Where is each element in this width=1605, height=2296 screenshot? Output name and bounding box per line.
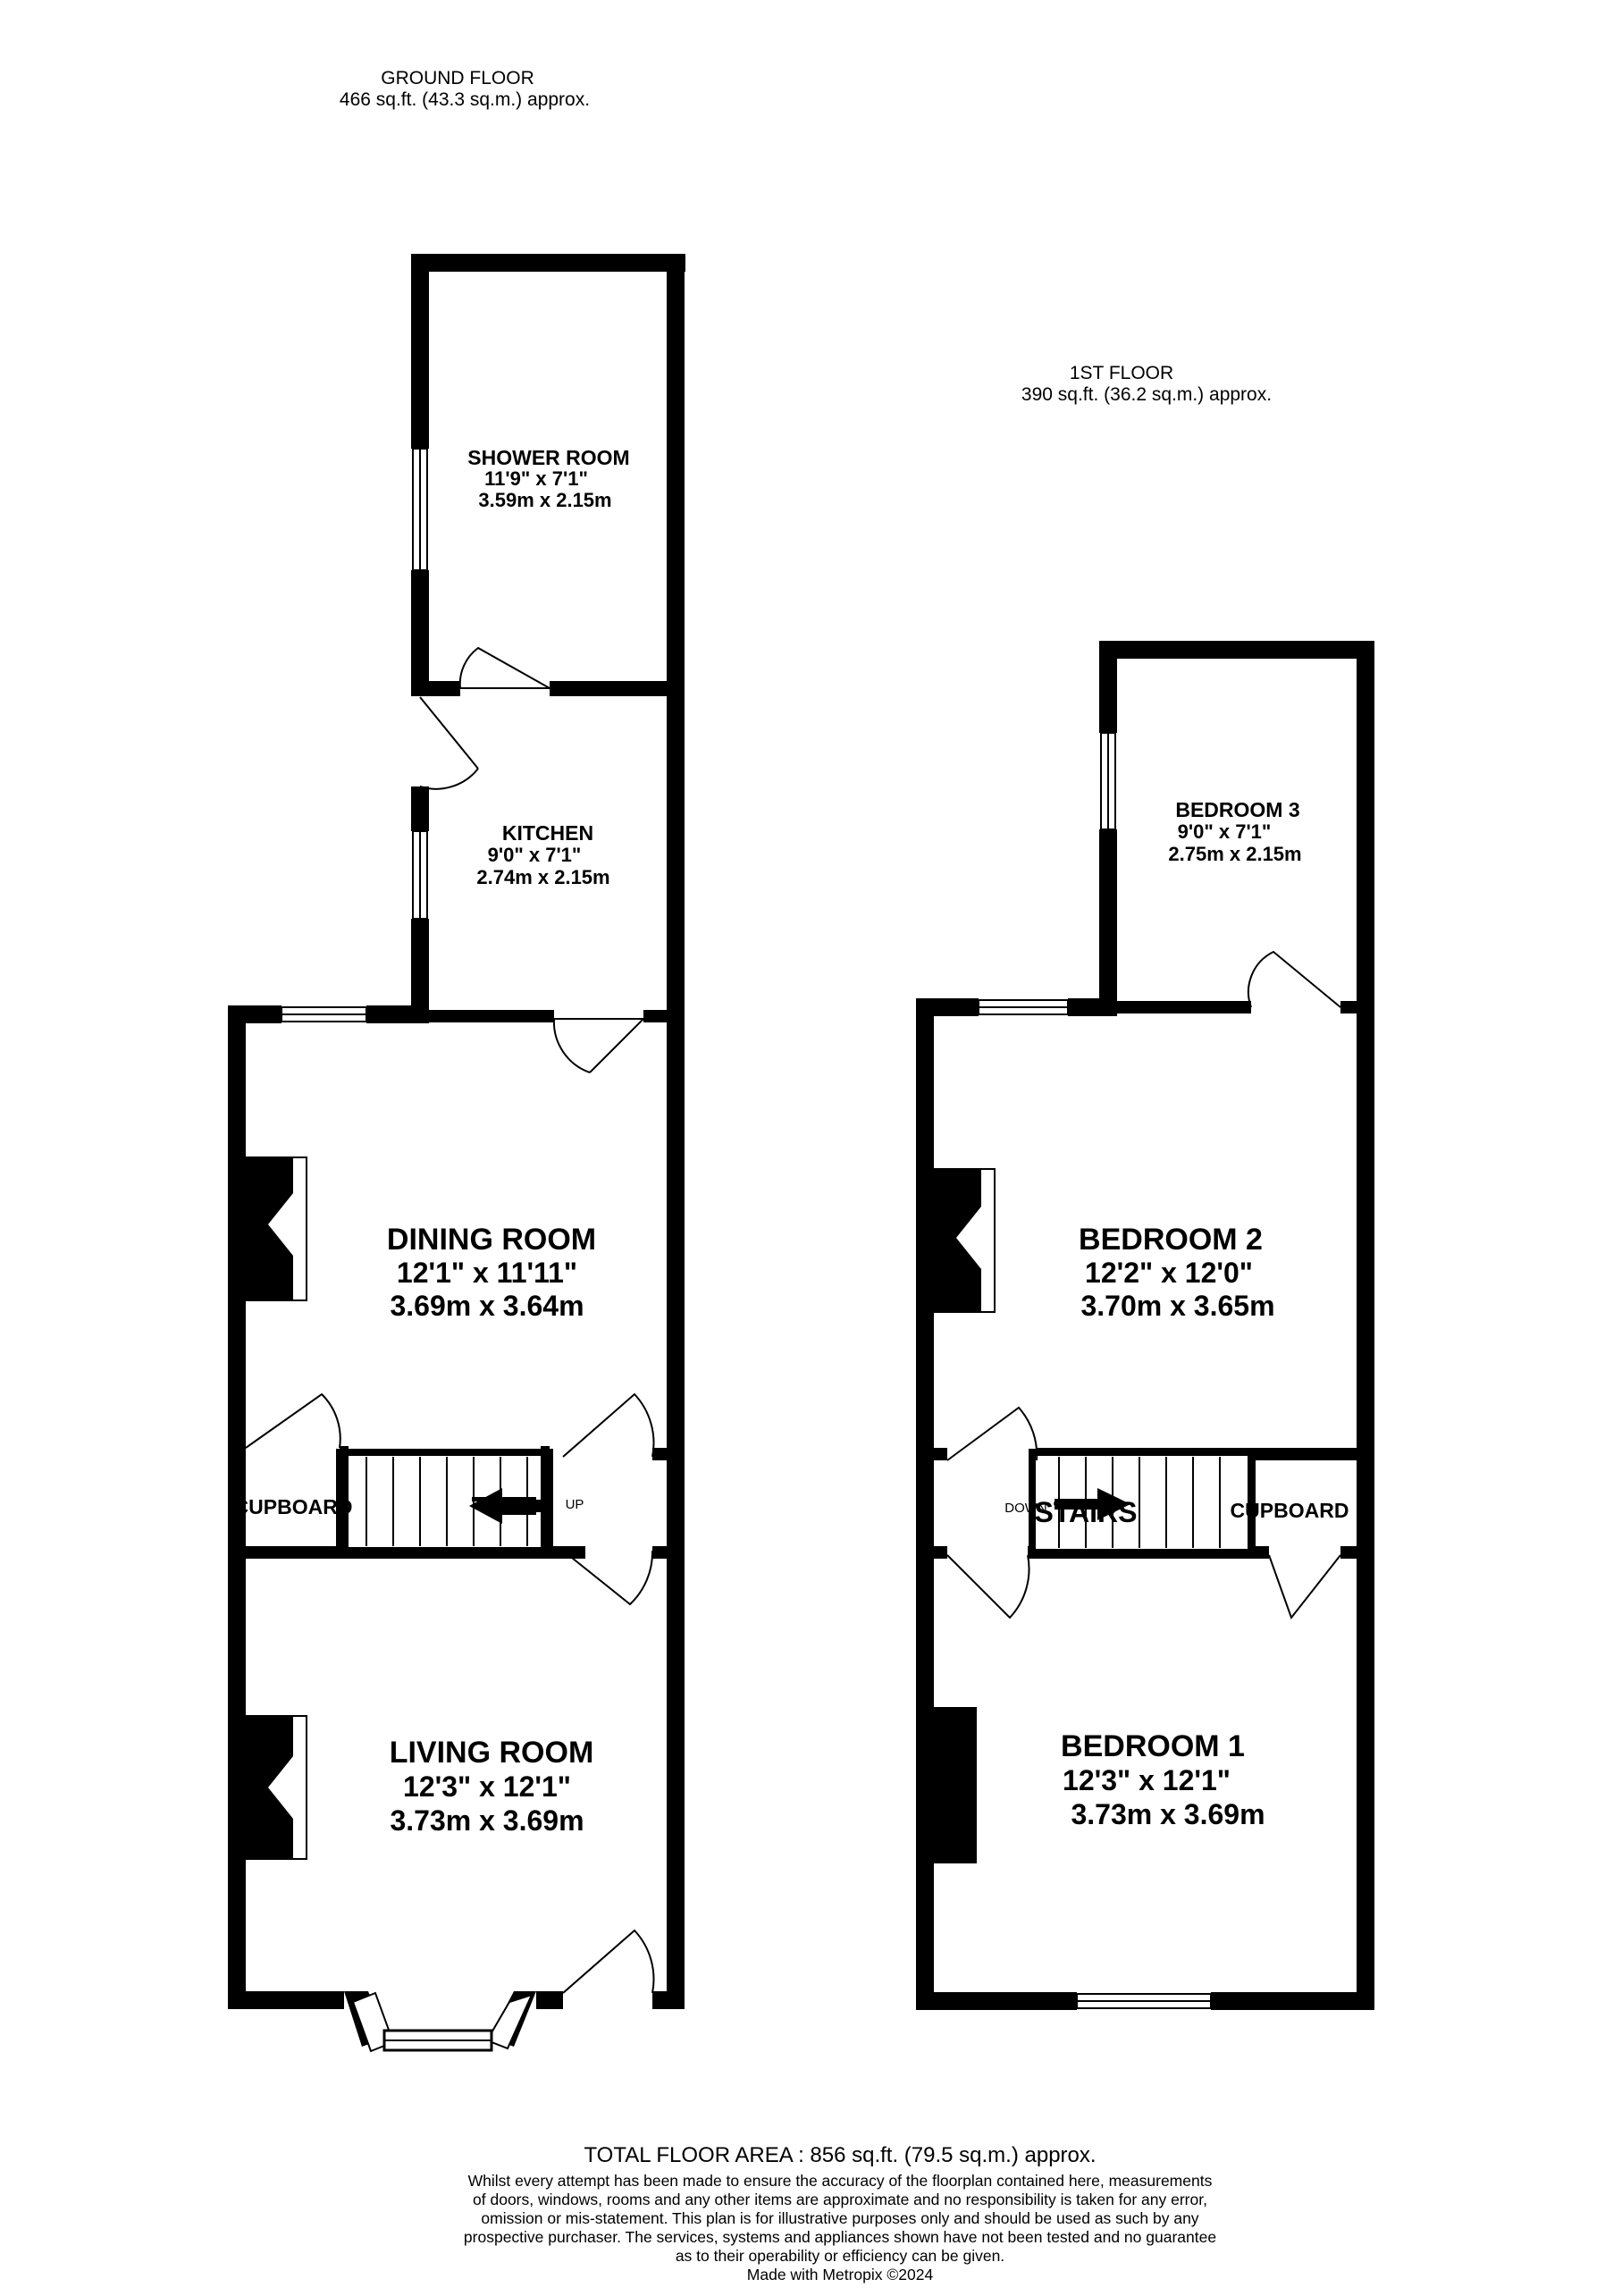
bedroom2-fireplace (934, 1169, 995, 1312)
bedroom1-imperial: 12'3" x 12'1" (1063, 1764, 1231, 1796)
dining-room-name: DINING ROOM (386, 1223, 597, 1257)
ground-cupboard-label: CUPBOARD (233, 1495, 353, 1518)
dining-window (282, 1007, 366, 1022)
bedroom2-metric: 3.70m x 3.65m (1080, 1290, 1275, 1322)
shower-room-metric: 3.59m x 2.15m (478, 489, 612, 511)
total-floor-area: TOTAL FLOOR AREA : 856 sq.ft. (79.5 sq.m.) approx. (584, 2143, 1097, 2167)
dining-fireplace (246, 1157, 307, 1300)
kitchen-name: KITCHEN (501, 821, 594, 845)
bedroom2-name: BEDROOM 2 (1079, 1223, 1263, 1257)
bedroom1-chimney (934, 1707, 977, 1863)
first-floor-title: 1ST FLOOR (1069, 363, 1174, 383)
disclaimer-line: omission or mis-statement. This plan is for illustrative purposes only and should be used as such by any (481, 2209, 1199, 2227)
shower-room-imperial: 11'9" x 7'1" (484, 467, 588, 490)
disclaimer-line: prospective purchaser. The services, systems and appliances shown have not been tested and no guarantee (463, 2228, 1217, 2246)
bedroom3-metric: 2.75m x 2.15m (1168, 843, 1302, 865)
kitchen-window (413, 831, 427, 919)
disclaimer-line: of doors, windows, rooms and any other items are approximate and no responsibility is taken for any error, (473, 2191, 1207, 2208)
living-fireplace (246, 1716, 307, 1859)
living-room-metric: 3.73m x 3.69m (390, 1804, 584, 1837)
dining-room-metric: 3.69m x 3.64m (390, 1290, 584, 1322)
shower-room-name: SHOWER ROOM (467, 446, 630, 469)
disclaimer-line: as to their operability or efficiency can be given. (675, 2247, 1005, 2265)
shower-window (413, 449, 427, 570)
bedroom3-window (1101, 733, 1115, 829)
first-stairs-label: STAIRS (1034, 1496, 1138, 1528)
first-floor-area: 390 sq.ft. (36.2 sq.m.) approx. (1021, 384, 1273, 405)
shower-room-walls (411, 254, 685, 1018)
ground-floor-area: 466 sq.ft. (43.3 sq.m.) approx. (339, 89, 591, 110)
ground-stairs (340, 1446, 550, 1558)
made-with-credit: Made with Metropix ©2024 (746, 2266, 934, 2283)
bedroom3-imperial: 9'0" x 7'1" (1177, 820, 1272, 843)
disclaimer-line: Whilst every attempt has been made to ensure the accuracy of the floorplan contained here, measurements (467, 2172, 1213, 2190)
living-room-imperial: 12'3" x 12'1" (403, 1770, 571, 1803)
bedroom3-name: BEDROOM 3 (1175, 798, 1300, 821)
bedroom2-imperial: 12'2" x 12'0" (1085, 1257, 1253, 1289)
first-cupboard-label: CUPBOARD (1230, 1499, 1349, 1522)
kitchen-imperial: 9'0" x 7'1" (487, 844, 582, 866)
dining-room-imperial: 12'1" x 11'11" (396, 1257, 578, 1289)
bay-window (344, 1991, 536, 2051)
bedroom1-name: BEDROOM 1 (1061, 1729, 1245, 1763)
first-stairs-down-label: DOWN (1004, 1501, 1047, 1516)
kitchen-metric: 2.74m x 2.15m (476, 866, 610, 888)
bedroom1-window (1077, 1994, 1211, 2008)
disclaimer (393, 2172, 1287, 2284)
bedroom1-metric: 3.73m x 3.69m (1071, 1798, 1265, 1830)
bedroom2-window (979, 1000, 1068, 1014)
ground-stairs-up-label: UP (565, 1497, 584, 1512)
living-room-name: LIVING ROOM (389, 1736, 594, 1770)
ground-floor-title: GROUND FLOOR (381, 68, 534, 88)
